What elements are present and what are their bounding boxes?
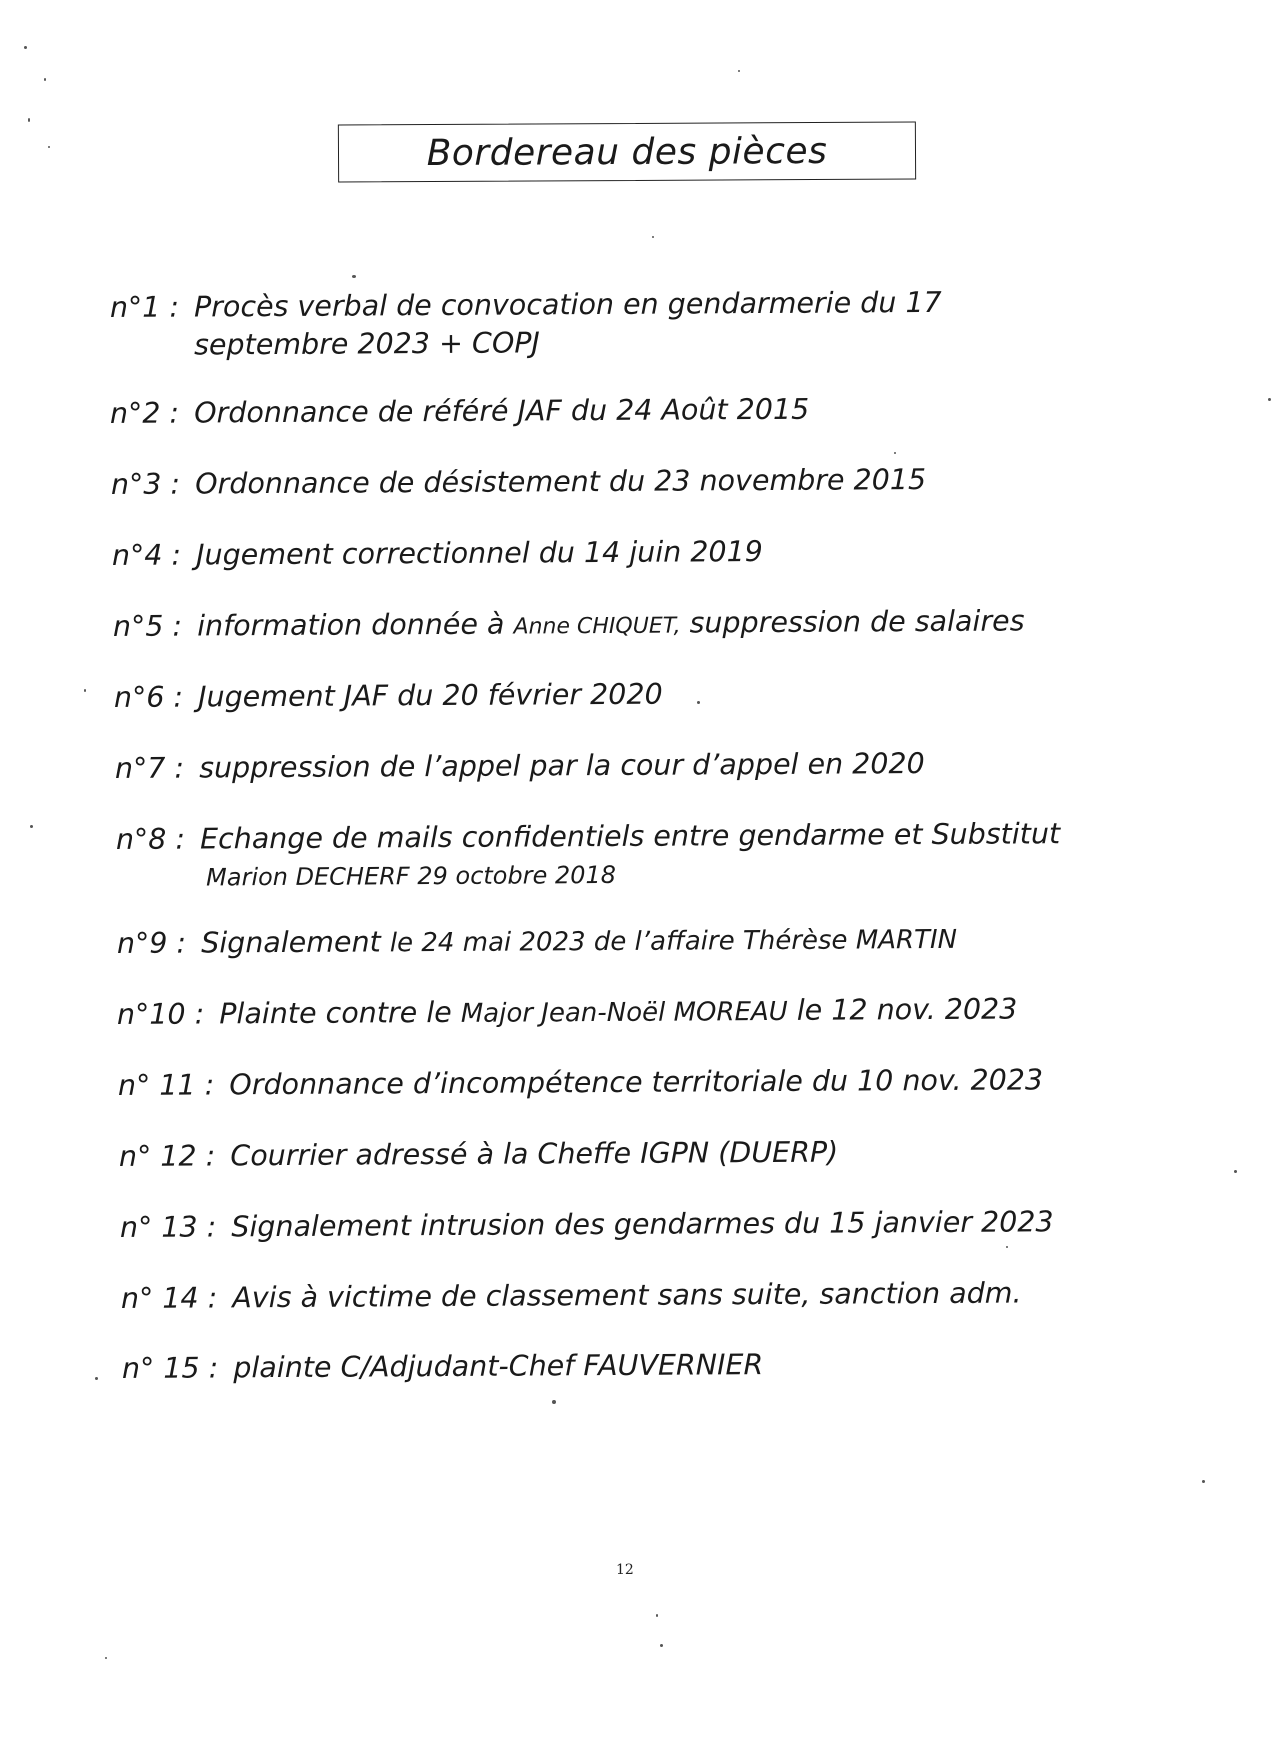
item-text: Jugement correctionnel du 14 juin 2019 (196, 535, 763, 572)
list-item (113, 602, 1025, 649)
scan-speck (44, 78, 46, 81)
scan-speck (697, 701, 700, 704)
list-item (111, 461, 926, 504)
item-text: Ordonnance de désistement du 23 novembre 2015 (195, 463, 927, 501)
item-number: n°3 : (110, 467, 181, 501)
scan-speck (552, 1400, 556, 1404)
item-number: n° 12 : (118, 1139, 216, 1173)
list-item (120, 1203, 1054, 1247)
scan-speck (28, 118, 30, 122)
scan-speck (352, 275, 356, 278)
scan-speck (95, 1377, 98, 1380)
page-number: 12 (616, 1562, 634, 1578)
scan-speck (660, 1644, 663, 1647)
item-number: n°2 : (109, 396, 180, 430)
item-number: n°4 : (111, 538, 182, 572)
list-item (117, 920, 957, 964)
list-item (110, 391, 809, 433)
item-continuation: Marion DECHERF 29 octobre 2018 (206, 860, 617, 892)
list-item (121, 1274, 1022, 1318)
item-text: information donnée à (197, 607, 505, 643)
list-item (119, 1134, 838, 1176)
item-text: Signalement intrusion des gendarmes du 15 janvier 2023 (231, 1205, 1054, 1244)
scan-speck (738, 70, 740, 72)
item-name: Major Jean-Noël MOREAU (460, 996, 788, 1029)
item-text-rest: suppression de salaires (689, 604, 1025, 640)
page-title: Bordereau des pièces (426, 130, 828, 174)
list-item (116, 815, 1061, 897)
item-text: Ordonnance de référé JAF du 24 Août 2015 (194, 392, 810, 430)
item-text: Plainte contre le (219, 995, 452, 1031)
item-text-rest: le 12 nov. 2023 (796, 992, 1018, 1027)
item-text: Courrier adressé à la Cheffe IGPN (DUERP) (230, 1135, 839, 1173)
item-text: Avis à victime de classement sans suite, sanction adm. (232, 1276, 1022, 1315)
scan-speck (1268, 398, 1271, 401)
item-number: n° 11 : (117, 1068, 215, 1102)
list-item (118, 1061, 1043, 1105)
scan-speck (894, 452, 896, 454)
item-number: n° 14 : (120, 1281, 218, 1315)
item-text: Jugement JAF du 20 février 2020 (198, 677, 663, 714)
list-item (122, 1346, 763, 1388)
list-item (115, 745, 925, 788)
list-item (110, 284, 942, 365)
item-text: plainte C/Adjudant-Chef FAUVERNIER (233, 1348, 764, 1385)
scan-speck (48, 146, 50, 148)
item-number: n°7 : (114, 751, 185, 785)
item-text: Ordonnance d’incompétence territoriale du 10 nov. 2023 (229, 1063, 1044, 1102)
item-number: n°6 : (113, 680, 184, 714)
item-text-rest: le 24 mai 2023 de l’affaire Thérèse MARTIN (389, 924, 958, 959)
item-number: n°8 : (115, 822, 186, 857)
item-number: n°10 : (116, 997, 205, 1031)
scan-speck (24, 46, 27, 49)
item-text: Procès verbal de convocation en gendarmerie du 17 (193, 285, 942, 324)
item-text: Signalement (201, 925, 381, 960)
scan-speck (1202, 1480, 1205, 1483)
item-name: Anne CHIQUET, (513, 613, 681, 640)
scan-speck (105, 1657, 107, 1659)
item-continuation: septembre 2023 + COPJ (194, 326, 541, 362)
scan-speck (84, 689, 86, 692)
scan-speck (30, 825, 33, 828)
item-number: n°9 : (116, 926, 187, 960)
scan-speck (652, 236, 654, 238)
item-number: n° 15 : (121, 1351, 219, 1385)
item-number: n°5 : (112, 609, 183, 643)
scan-speck (1234, 1170, 1237, 1173)
list-item (112, 533, 763, 575)
scan-speck (1006, 1246, 1008, 1248)
scan-speck (656, 1614, 658, 1617)
item-number: n° 13 : (119, 1210, 217, 1244)
title-box (338, 121, 916, 182)
item-number: n°1 : (109, 290, 180, 325)
list-item (117, 991, 1018, 1035)
item-text: Echange de mails confidentiels entre gendarme et Substitut (199, 817, 1061, 856)
item-text: suppression de l’appel par la cour d’appel en 2020 (199, 747, 925, 785)
list-item (114, 676, 663, 717)
